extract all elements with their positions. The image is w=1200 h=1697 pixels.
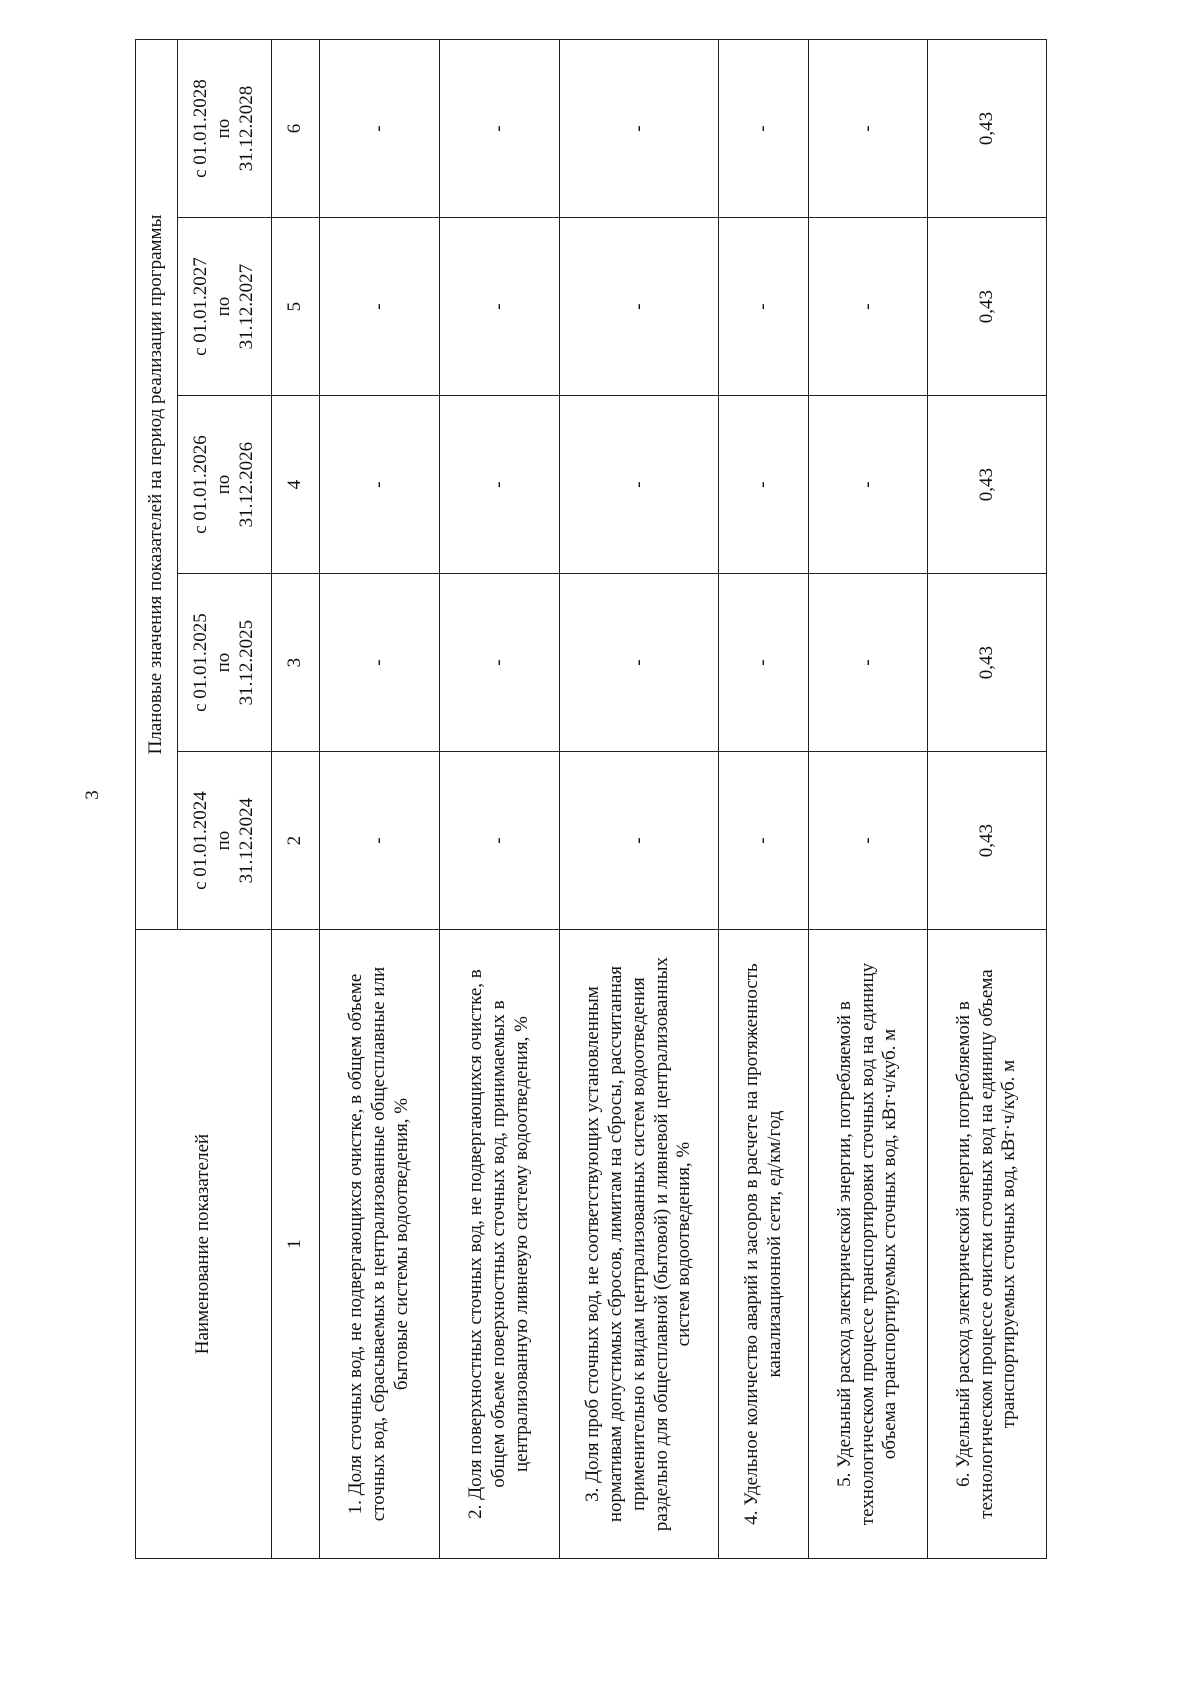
indicator-name: 5. Удельный расход электрической энергии, потребляемой в технологическом процессе транспортировки сточных вод на единицу объема транспортируемых сточных вод, кВт·ч/куб. м bbox=[809, 930, 928, 1559]
column-number: 1 bbox=[272, 930, 320, 1559]
plan-values-header: Плановые значения показателей на период реализации программы bbox=[136, 40, 178, 930]
table-row bbox=[809, 40, 928, 1559]
indicator-value: - bbox=[320, 752, 440, 930]
period-2026-header: с 01.01.2026 по 31.12.2026 bbox=[178, 396, 272, 574]
indicator-value: - bbox=[809, 752, 928, 930]
period-2027-header: с 01.01.2027 по 31.12.2027 bbox=[178, 218, 272, 396]
indicators-table-container bbox=[135, 39, 1047, 1559]
page-number: 3 bbox=[82, 790, 103, 800]
indicator-value: - bbox=[719, 396, 809, 574]
indicator-value: - bbox=[719, 752, 809, 930]
indicator-value: - bbox=[719, 218, 809, 396]
column-number: 2 bbox=[272, 752, 320, 930]
indicator-value: - bbox=[320, 574, 440, 752]
header-row-group bbox=[136, 40, 178, 1559]
column-number: 4 bbox=[272, 396, 320, 574]
indicator-name: 6. Удельный расход электрической энергии, потребляемой в технологическом процессе очистки сточных вод на единицу объема транспортируемых сточных вод, кВт·ч/куб. м bbox=[928, 930, 1047, 1559]
indicator-value: - bbox=[719, 574, 809, 752]
indicator-value: 0,43 bbox=[928, 574, 1047, 752]
table-row bbox=[719, 40, 809, 1559]
column-number: 6 bbox=[272, 40, 320, 218]
table-row bbox=[440, 40, 560, 1559]
table-row bbox=[320, 40, 440, 1559]
indicator-value: - bbox=[560, 40, 719, 218]
table-row bbox=[928, 40, 1047, 1559]
indicator-value: 0,43 bbox=[928, 752, 1047, 930]
column-numbers-row bbox=[272, 40, 320, 1559]
indicator-name: 4. Удельное количество аварий и засоров в расчете на протяженность канализационной сети, ед/км/год bbox=[719, 930, 809, 1559]
indicator-name: 1. Доля сточных вод, не подвергающихся очистке, в общем объеме сточных вод, сбрасываемых в централизованные общесплавные или бытовые системы водоотведения, % bbox=[320, 930, 440, 1559]
indicator-value: - bbox=[440, 396, 560, 574]
indicator-value: - bbox=[560, 752, 719, 930]
indicator-value: - bbox=[320, 40, 440, 218]
indicator-value: - bbox=[809, 40, 928, 218]
indicator-value: - bbox=[809, 574, 928, 752]
indicator-value: - bbox=[560, 574, 719, 752]
indicator-value: - bbox=[719, 40, 809, 218]
indicator-value: - bbox=[320, 218, 440, 396]
column-number: 5 bbox=[272, 218, 320, 396]
name-column-header: Наименование показателей bbox=[136, 930, 272, 1559]
period-2025-header: с 01.01.2025 по 31.12.2025 bbox=[178, 574, 272, 752]
indicator-value: - bbox=[560, 396, 719, 574]
indicator-value: - bbox=[809, 396, 928, 574]
table-row bbox=[560, 40, 719, 1559]
indicator-value: - bbox=[440, 752, 560, 930]
indicator-value: - bbox=[320, 396, 440, 574]
indicator-value: - bbox=[440, 574, 560, 752]
indicator-name: 2. Доля поверхностных сточных вод, не подвергающихся очистке, в общем объеме поверхностных сточных вод, принимаемых в централизованную ливневую систему водоотведения, % bbox=[440, 930, 560, 1559]
indicator-value: - bbox=[560, 218, 719, 396]
indicator-value: - bbox=[440, 218, 560, 396]
indicator-value: - bbox=[809, 218, 928, 396]
period-2024-header: с 01.01.2024 по 31.12.2024 bbox=[178, 752, 272, 930]
indicator-value: 0,43 bbox=[928, 40, 1047, 218]
indicators-table bbox=[135, 39, 1047, 1559]
period-2028-header: с 01.01.2028 по 31.12.2028 bbox=[178, 40, 272, 218]
indicator-value: 0,43 bbox=[928, 396, 1047, 574]
column-number: 3 bbox=[272, 574, 320, 752]
indicator-value: 0,43 bbox=[928, 218, 1047, 396]
indicator-value: - bbox=[440, 40, 560, 218]
indicator-name: 3. Доля проб сточных вод, не соответствующих установленным нормативам допустимых сбросов, лимитам на сбросы, рассчитанная применительно к видам централизованных систем водоотведения раздельно для общесплавной (бытовой) и ливневой централизованных систем водоотведения, % bbox=[560, 930, 719, 1559]
